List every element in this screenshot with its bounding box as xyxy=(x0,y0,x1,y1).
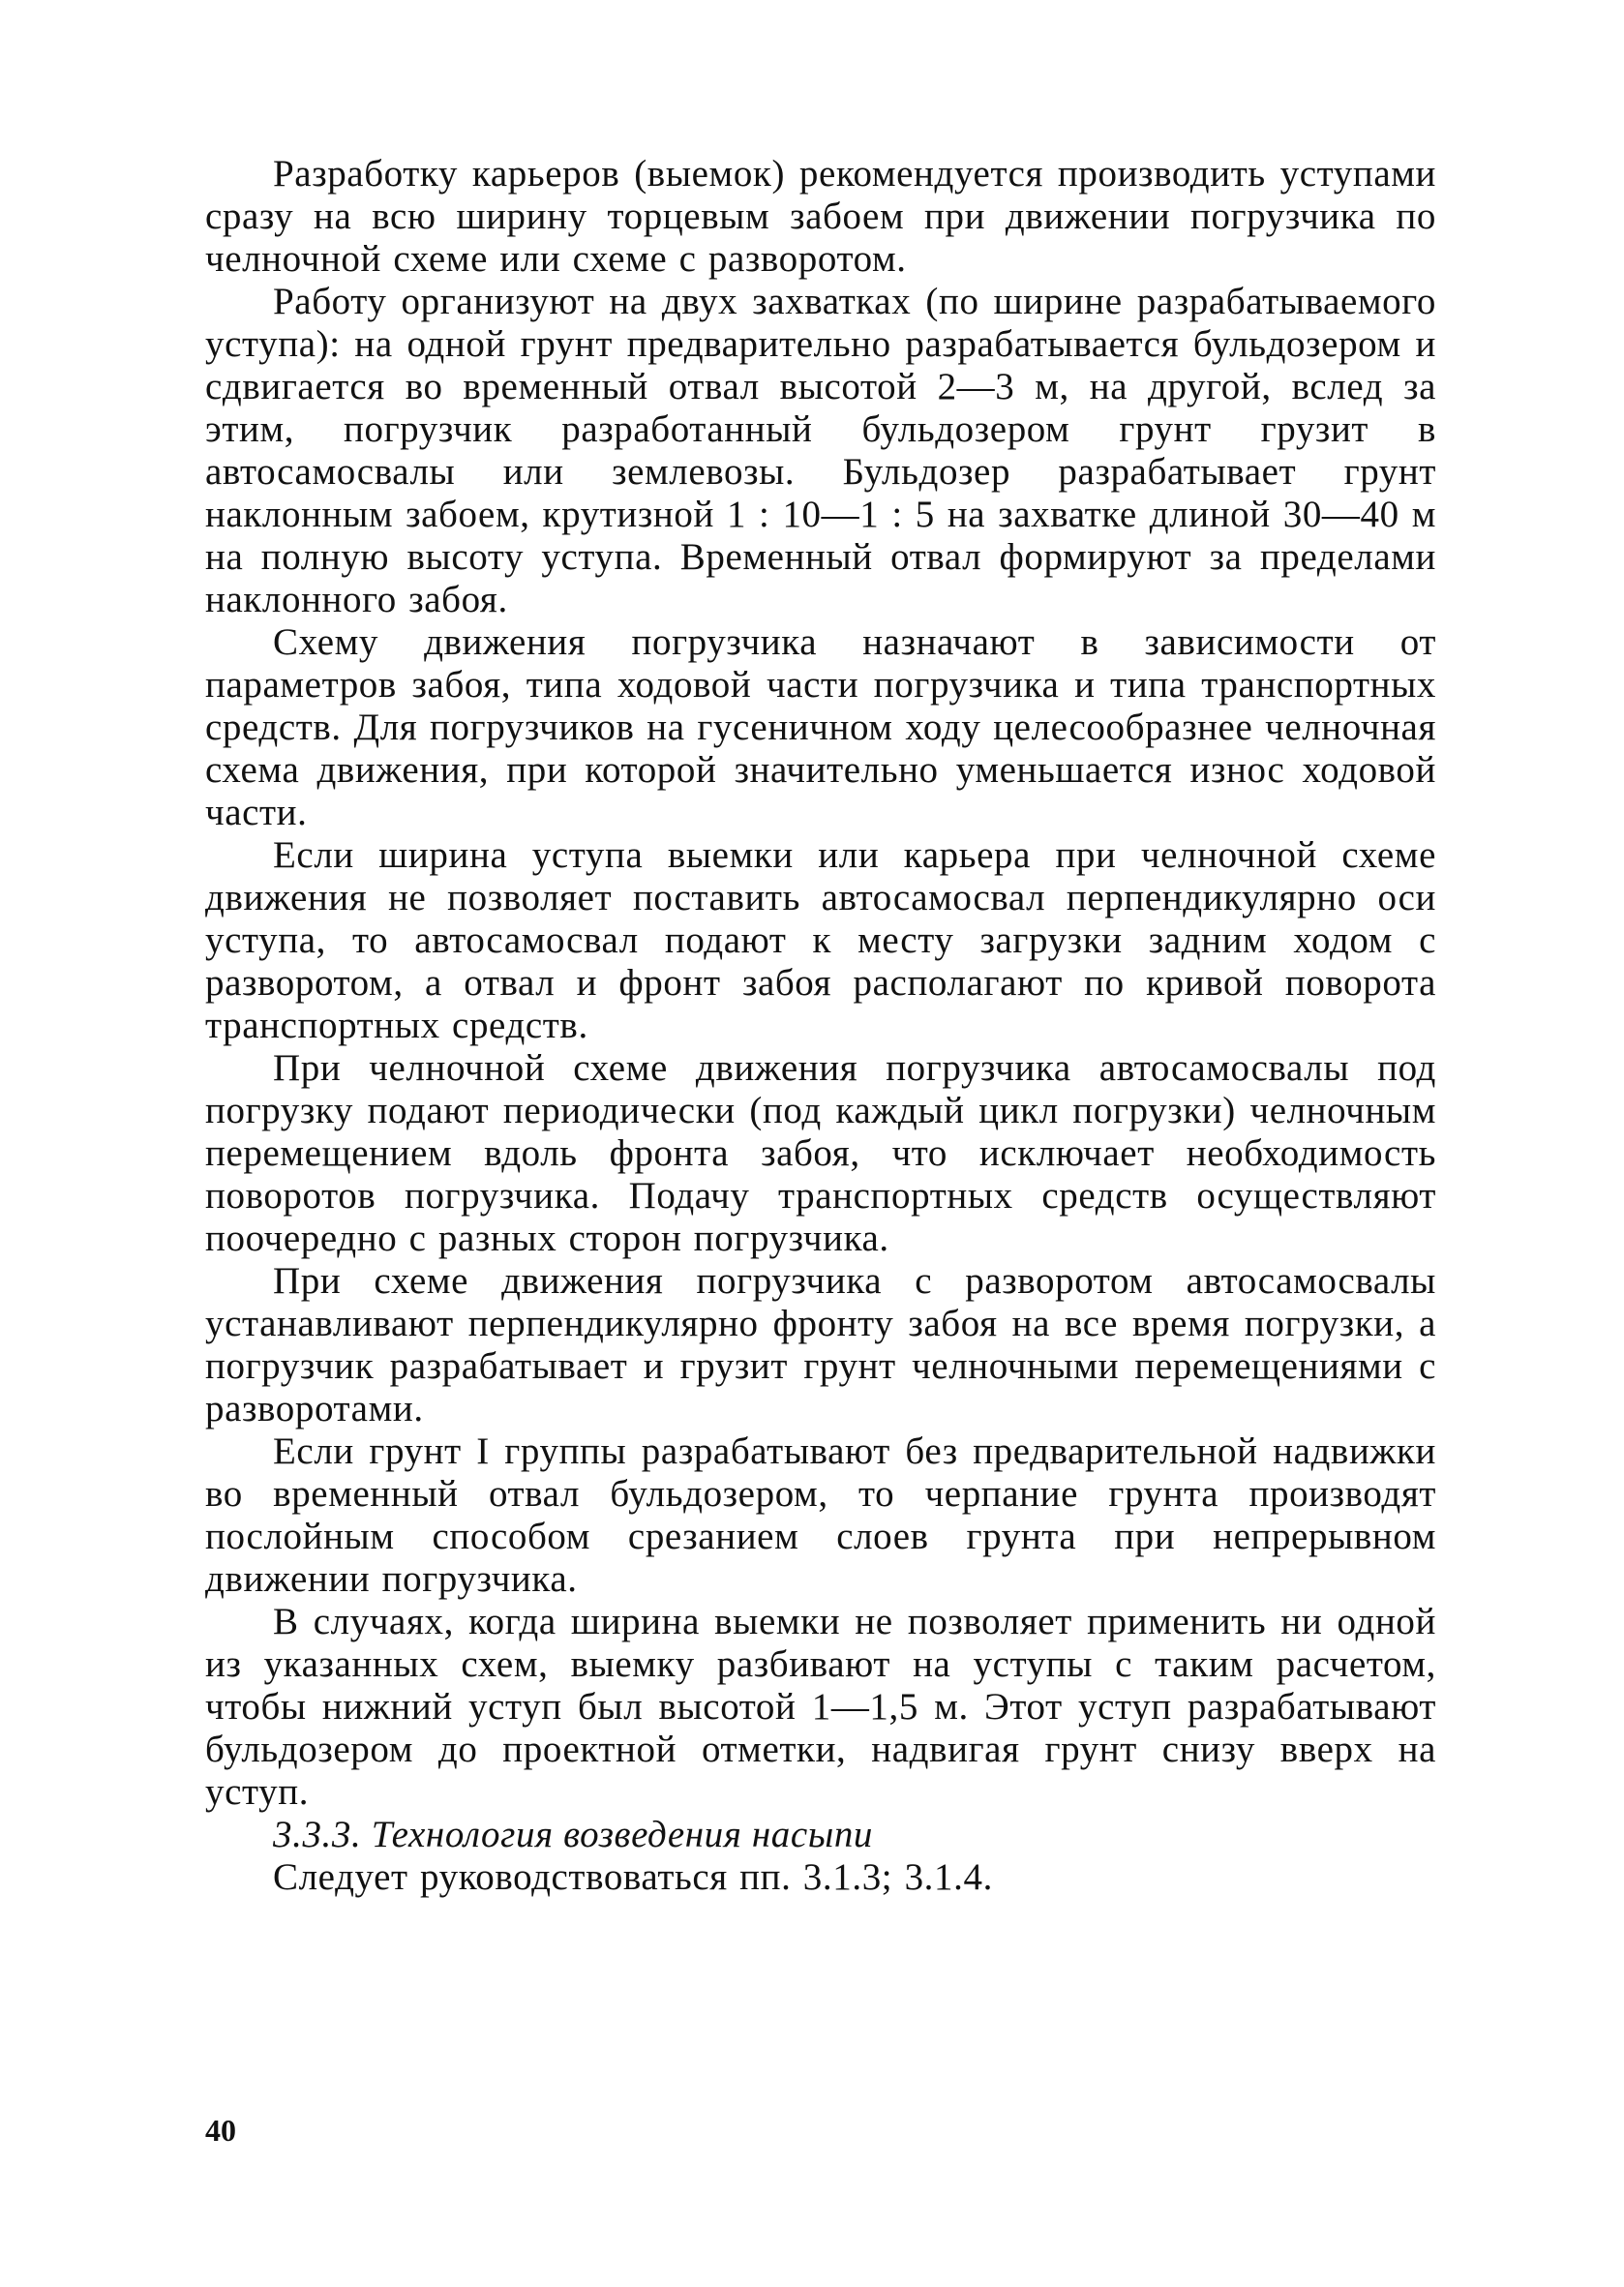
paragraph-4: Если ширина уступа выемки или карьера при челночной схеме движения не позволяет поставить автосамосвал перпендикулярно оси уступа, то автосамосвал подают к месту загрузки задним ходом с разворотом, а отвал и фронт забоя располагают по кривой поворота транспортных средств. xyxy=(205,834,1436,1046)
paragraph-5: При челночной схеме движения погрузчика автосамосвалы под погрузку подают периодически (под каждый цикл погрузки) челночным перемещением вдоль фронта забоя, что исключает необходимость поворотов погрузчика. Подачу транспортных средств осуществляют поочередно с разных сторон погрузчика. xyxy=(205,1047,1436,1259)
paragraph-7: Если грунт I группы разрабатывают без предварительной надвижки во временный отвал бульдозером, то черпание грунта производят послойным способом срезанием слоев грунта при непрерывном движении погрузчика. xyxy=(205,1430,1436,1600)
paragraph-2: Работу организуют на двух захватках (по ширине разрабатываемого уступа): на одной грунт предварительно разрабатывается бульдозером и сдвигается во временный отвал высотой 2—3 м, на другой, вслед за этим, погрузчик разработанный бульдозером грунт грузит в автосамосвалы или землевозы. Бульдозер разрабатывает грунт наклонным забоем, крутизной 1 : 10—1 : 5 на захватке длиной 30—40 м на полную высоту уступа. Временный отвал формируют за пределами наклонного забоя. xyxy=(205,281,1436,620)
section-heading: 3.3.3. Технология возведения насыпи xyxy=(273,1814,874,1855)
paragraph-8: В случаях, когда ширина выемки не позволяет применить ни одной из указанных схем, выемку разбивают на уступы с таким расчетом, чтобы нижний уступ был высотой 1—1,5 м. Этот уступ разрабатывают бульдозером до проектной отметки, надвигая грунт снизу вверх на уступ. xyxy=(205,1601,1436,1813)
page-number: 40 xyxy=(205,2113,236,2148)
section-text: Следует руководствоваться пп. 3.1.3; 3.1.4. xyxy=(273,1856,993,1898)
paragraph-1: Разработку карьеров (выемок) рекомендуется производить уступами сразу на всю ширину торцевым забоем при движении погрузчика по челночной схеме или схеме с разворотом. xyxy=(205,153,1436,280)
paragraph-6: При схеме движения погрузчика с разворотом автосамосвалы устанавливают перпендикулярно фронту забоя на все время погрузки, а погрузчик разрабатывает и грузит грунт челночными перемещениями с разворотами. xyxy=(205,1260,1436,1429)
body-text xyxy=(205,153,1436,1899)
paragraph-3: Схему движения погрузчика назначают в зависимости от параметров забоя, типа ходовой части погрузчика и типа транспортных средств. Для погрузчиков на гусеничном ходу целесообразнее челночная схема движения, при которой значительно уменьшается износ ходовой части. xyxy=(205,621,1436,833)
